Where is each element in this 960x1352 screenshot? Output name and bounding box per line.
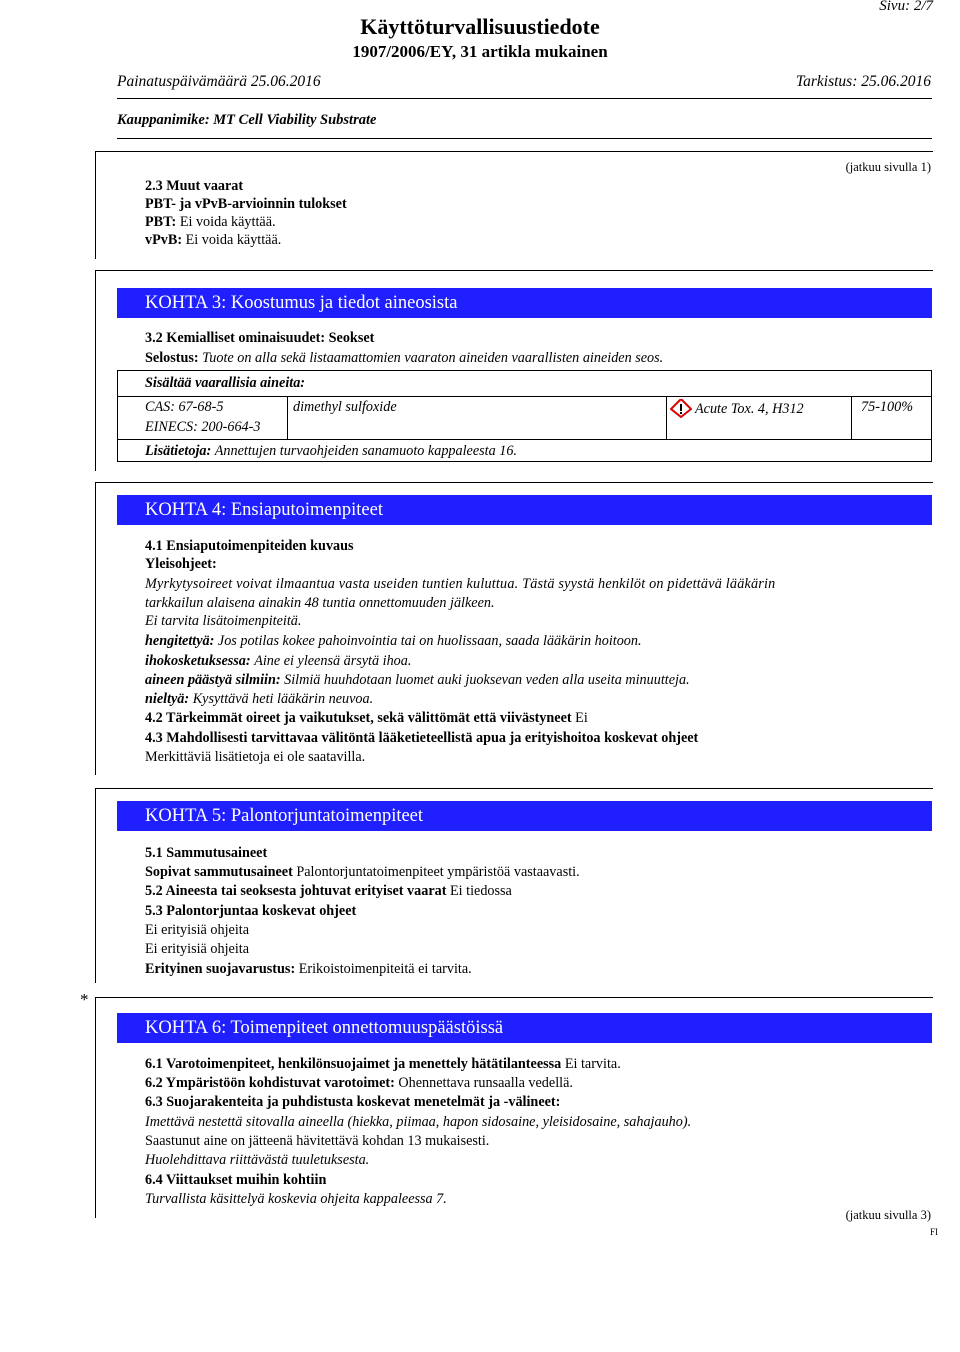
- s6-s63c: Huolehdittava riittävästä tuuletuksesta.: [145, 1152, 370, 1168]
- s3-sub: 3.2 Kemialliset ominaisuudet: Seokset: [145, 330, 375, 346]
- s5-protect-label: Erityinen suojavarustus:: [145, 961, 296, 977]
- s2-heading: 2.3 Muut vaarat: [145, 178, 244, 194]
- s4-skin: Aine ei yleensä ärsytä ihoa.: [254, 653, 412, 669]
- s4-s43: Merkittäviä lisätietoja ei ole saatavilla.: [145, 749, 366, 765]
- s6-s62: Ohennettava runsaalla vedellä.: [398, 1075, 573, 1091]
- s2-pbt-heading: PBT- ja vPvB-arvioinnin tulokset: [145, 196, 347, 212]
- s5-s52-label: 5.2 Aineesta tai seoksesta johtuvat erityiset vaarat: [145, 883, 447, 899]
- s5-suitable: Palontorjuntatoimenpiteet ympäristöä vastaavasti.: [296, 864, 580, 880]
- print-date: Painatuspäivämäärä 25.06.2016: [117, 73, 321, 90]
- s6-s63b: Saastunut aine on jätteenä hävitettävä kohdan 13 mukaisesti.: [145, 1133, 490, 1149]
- s6-s63a: Imettävä nestettä sitovalla aineella (hiekka, piimaa, hapon sidosaine, yleisidosaine, sahajauho).: [145, 1114, 692, 1130]
- s4-ingest-label: nieltyä:: [145, 691, 190, 707]
- s4-skin-label: ihokosketuksessa:: [145, 653, 251, 669]
- s5-sub1: 5.1 Sammutusaineet: [145, 845, 268, 861]
- s2-pbt-label: PBT:: [145, 214, 177, 230]
- s3-einecs: EINECS: 200-664-3: [145, 419, 261, 435]
- s5-suitable-label: Sopivat sammutusaineet: [145, 864, 293, 880]
- s3-hazard: Acute Tox. 4, H312: [695, 401, 804, 417]
- s3-concentration: 75-100%: [861, 399, 914, 415]
- revision-date: Tarkistus: 25.06.2016: [795, 73, 931, 90]
- language-code: FI: [929, 1227, 938, 1237]
- s4-s42-label: 4.2 Tärkeimmät oireet ja vaikutukset, sekä välittömät että viivästyneet: [145, 710, 572, 726]
- section-6-title: KOHTA 6: Toimenpiteet onnettomuuspäästöissä: [117, 1013, 932, 1043]
- s4-eye-label: aineen päästyä silmiin:: [145, 672, 281, 688]
- s6-s61-label: 6.1 Varotoimenpiteet, henkilönsuojaimet ja menettely hätätilanteessa: [145, 1056, 562, 1072]
- s2-pbt-value: Ei voida käyttää.: [179, 214, 276, 230]
- document-title: Käyttöturvallisuustiedote: [360, 14, 600, 39]
- s3-desc-label: Selostus:: [145, 350, 199, 366]
- s6-s61: Ei tarvita.: [564, 1056, 621, 1072]
- s4-general-text2: tarkkailun alaisena ainakin 48 tuntia onnettomuuden jälkeen.: [145, 595, 495, 611]
- s4-s42: Ei: [575, 710, 588, 726]
- s4-sub: 4.1 Ensiaputoimenpiteiden kuvaus: [145, 538, 354, 554]
- s4-s43-label: 4.3 Mahdollisesti tarvittavaa välitöntä lääketieteellistä apua ja erityishoitoa koskevat ohjeet: [145, 730, 699, 746]
- s3-substance: dimethyl sulfoxide: [293, 399, 397, 415]
- s3-contains: Sisältää vaarallisia aineita:: [145, 375, 306, 391]
- s4-no-extra: Ei tarvita lisätoimenpiteitä.: [145, 613, 302, 629]
- continued-from: (jatkuu sivulla 1): [845, 160, 931, 174]
- page-number: Sivu: 2/7: [879, 0, 933, 14]
- s3-extra-label: Lisätietoja:: [145, 443, 212, 459]
- s6-s62-label: 6.2 Ympäristöön kohdistuvat varotoimet:: [145, 1075, 395, 1091]
- s3-extra: Annettujen turvaohjeiden sanamuoto kappaleesta 16.: [214, 443, 517, 459]
- s5-s53a: Ei erityisiä ohjeita: [145, 922, 250, 938]
- s5-protect: Erikoistoimenpiteitä ei tarvita.: [298, 961, 472, 977]
- section-4-title: KOHTA 4: Ensiaputoimenpiteet: [117, 495, 932, 525]
- s5-s53b: Ei erityisiä ohjeita: [145, 941, 250, 957]
- s5-s52: Ei tiedossa: [449, 883, 512, 899]
- s6-s64: Turvallista käsittelyä koskevia ohjeita kappaleessa 7.: [145, 1191, 447, 1207]
- section-5-title: KOHTA 5: Palontorjuntatoimenpiteet: [117, 801, 932, 831]
- section-3-title: KOHTA 3: Koostumus ja tiedot aineosista: [117, 288, 932, 318]
- s6-s63-label: 6.3 Suojarakenteita ja puhdistusta koskevat menetelmät ja -välineet:: [145, 1094, 561, 1110]
- s2-vpvb-value: Ei voida käyttää.: [185, 232, 282, 248]
- s3-desc: Tuote on alla sekä listaamattomien vaaraton aineiden vaarallisten aineiden seos.: [202, 350, 664, 366]
- change-marker: *: [80, 990, 89, 1009]
- document-subtitle: 1907/2006/EY, 31 artikla mukainen: [352, 42, 608, 61]
- s2-vpvb-label: vPvB:: [145, 232, 183, 248]
- s4-eye: Silmiä huuhdotaan luomet auki juoksevan veden alla useita minuutteja.: [284, 672, 690, 688]
- product-divider: [117, 138, 932, 139]
- s5-s53-label: 5.3 Palontorjuntaa koskevat ohjeet: [145, 903, 357, 919]
- s4-general-text1: Myrkytysoireet voivat ilmaantua vasta useiden tuntien kuluttua. Tästä syystä henkilöt on pidettävä lääkärin: [145, 576, 776, 592]
- exclamation-warning-icon: [670, 399, 692, 419]
- s4-ingest: Kysyttävä heti lääkärin neuvoa.: [192, 691, 374, 707]
- s6-s64-label: 6.4 Viittaukset muihin kohtiin: [145, 1172, 327, 1188]
- s3-cas: CAS: 67-68-5: [145, 399, 224, 415]
- s4-inhal-label: hengitettyä:: [145, 633, 215, 649]
- s4-general-label: Yleisohjeet:: [145, 556, 217, 572]
- continued-to: (jatkuu sivulla 3): [845, 1208, 931, 1222]
- product-name: Kauppanimike: MT Cell Viability Substrate: [117, 112, 377, 128]
- s4-inhal: Jos potilas kokee pahoinvointia tai on huolissaan, saada lääkärin hoitoon.: [217, 633, 642, 649]
- header-divider: [117, 98, 932, 99]
